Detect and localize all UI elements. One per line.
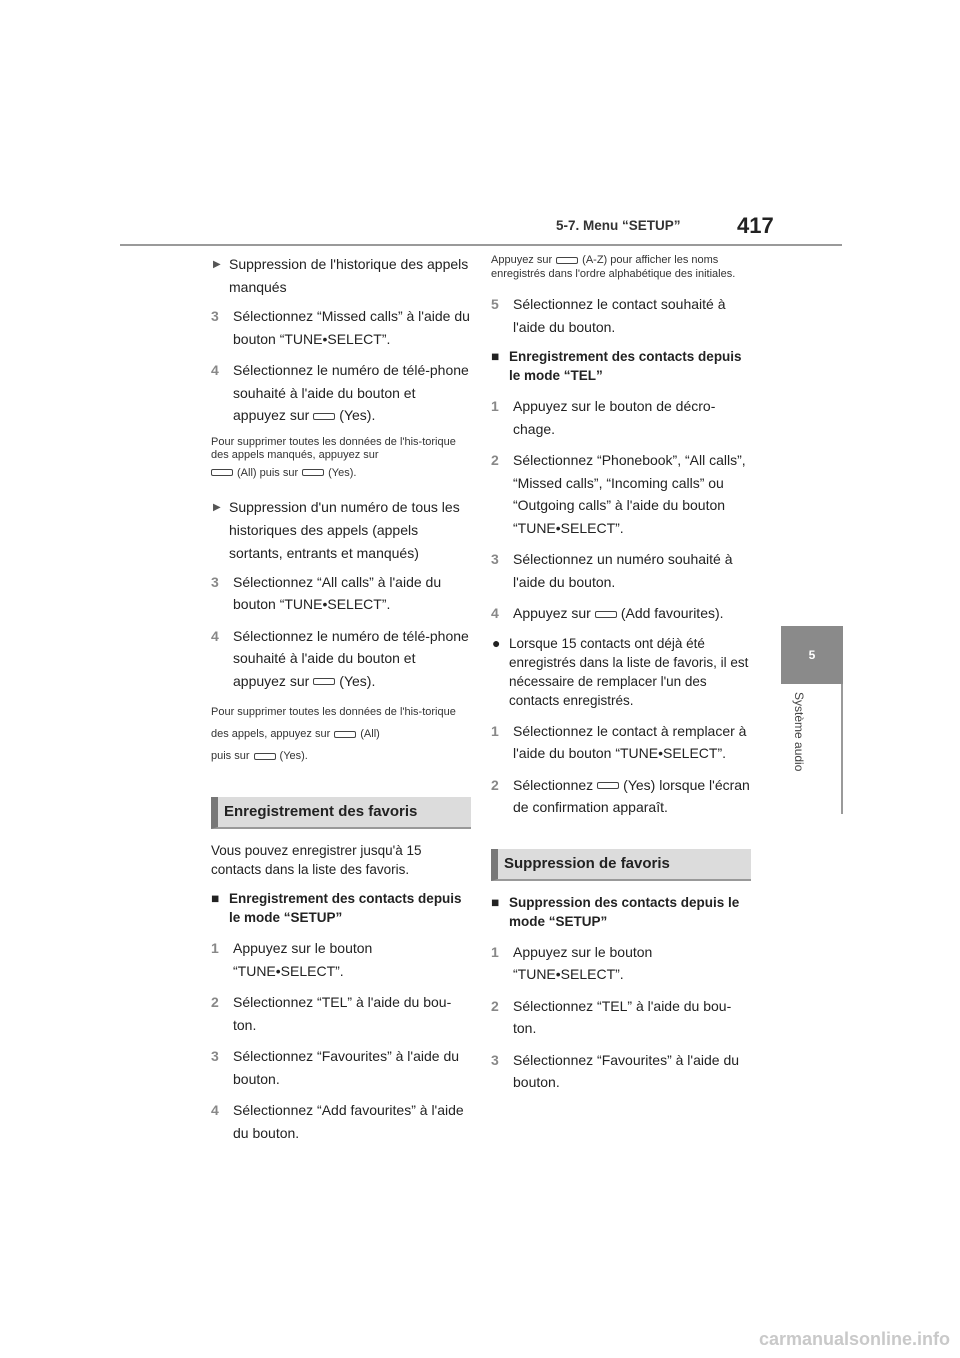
step: 3 Sélectionnez “Missed calls” à l'aide du bouton “TUNE•SELECT”. xyxy=(211,308,470,347)
screen-button-icon xyxy=(254,753,276,760)
note: Pour supprimer toutes les données de l'his-torique des appels, appuyez sur (All) puis sur (Yes). xyxy=(211,706,456,762)
section-heading: Enregistrement des favoris xyxy=(211,797,471,829)
chapter-tab: 5 xyxy=(781,626,843,684)
step: 2 Sélectionnez (Yes) lorsque l'écran de confirmation apparaît. xyxy=(491,776,750,815)
round-bullet-icon: ● xyxy=(492,634,501,651)
right-column xyxy=(491,253,751,1103)
triangle-bullet-icon: ▶ xyxy=(213,501,221,513)
step: 3 Sélectionnez “Favourites” à l'aide du bouton. xyxy=(211,1048,460,1087)
procedure-heading: ▶ Suppression de l'historique des appels manqués xyxy=(211,253,471,299)
screen-button-icon xyxy=(334,731,356,738)
subheading: ■ Enregistrement des contacts depuis le mode “TEL” xyxy=(491,349,742,383)
step: 4 Sélectionnez “Add favourites” à l'aide du bouton. xyxy=(211,1102,464,1141)
step: 1 Appuyez sur le bouton “TUNE•SELECT”. xyxy=(211,940,373,979)
step: 3 Sélectionnez un numéro souhaité à l'aide du bouton. xyxy=(491,551,733,590)
screen-button-icon xyxy=(211,469,233,476)
procedure-heading: ▶ Suppression d'un numéro de tous les historiques des appels (appels sortants, entrants et manqués) xyxy=(211,496,471,565)
header-rule xyxy=(120,244,842,246)
watermark: carmanualsonline.info xyxy=(758,1329,950,1349)
subheading: ■ Suppression des contacts depuis le mode “SETUP” xyxy=(491,894,740,929)
left-column xyxy=(211,253,471,1153)
screen-button-icon xyxy=(313,678,335,685)
section-heading: Suppression de favoris xyxy=(491,849,751,881)
screen-button-icon xyxy=(556,257,578,264)
chapter-label: Système audio xyxy=(792,692,806,772)
step: 2 Sélectionnez “TEL” à l'aide du bou-ton. xyxy=(211,994,452,1033)
info-bullet: ● Lorsque 15 contacts ont déjà été enregistrés dans la liste de favoris, il est nécessaire de remplacer l'un des contacts enregistrés. xyxy=(492,634,749,708)
step: 2 Sélectionnez “Phonebook”, “All calls”, “Missed calls”, “Incoming calls” ou “Outgoing calls” à l'aide du bouton “TUNE•SELECT”. xyxy=(491,452,746,536)
chapter-tab-rule xyxy=(841,684,843,814)
page-number: 417 xyxy=(737,213,774,238)
step: 4 Sélectionnez le numéro de télé-phone souhaité à l'aide du bouton et appuyez sur (Yes). xyxy=(211,627,469,689)
section-title: 5-7. Menu “SETUP” xyxy=(556,218,681,233)
step: 1 Sélectionnez le contact à remplacer à l'aide du bouton “TUNE•SELECT”. xyxy=(491,722,747,761)
step: 4 Sélectionnez le numéro de télé-phone souhaité à l'aide du bouton et appuyez sur (Yes). xyxy=(211,362,469,423)
step: 3 Sélectionnez “Favourites” à l'aide du bouton. xyxy=(491,1051,740,1090)
square-bullet-icon: ■ xyxy=(211,891,220,906)
step: 1 Appuyez sur le bouton de décro-chage. xyxy=(491,398,716,437)
step: 2 Sélectionnez “TEL” à l'aide du bou-ton. xyxy=(491,997,732,1036)
step: 3 Sélectionnez “All calls” à l'aide du bouton “TUNE•SELECT”. xyxy=(211,573,442,612)
screen-button-icon xyxy=(302,469,324,476)
note: Appuyez sur (A-Z) pour afficher les noms enregistrés dans l'ordre alphabétique des initiales. xyxy=(491,254,736,280)
square-bullet-icon: ■ xyxy=(491,349,500,364)
step: 1 Appuyez sur le bouton “TUNE•SELECT”. xyxy=(491,943,653,982)
screen-button-icon xyxy=(597,782,619,789)
paragraph: Vous pouvez enregistrer jusqu'à 15 contacts dans la liste des favoris. xyxy=(211,843,422,877)
triangle-bullet-icon: ▶ xyxy=(213,259,221,270)
square-bullet-icon: ■ xyxy=(491,894,500,910)
note: Pour supprimer toutes les données de l'his-torique des appels manqués, appuyez sur (All) puis sur (Yes). xyxy=(211,435,456,479)
step: 4 Appuyez sur (Add favourites). xyxy=(491,605,724,621)
screen-button-icon xyxy=(313,413,335,420)
step: 5 Sélectionnez le contact souhaité à l'aide du bouton. xyxy=(491,296,726,335)
screen-button-icon xyxy=(595,611,617,618)
subheading: ■ Enregistrement des contacts depuis le mode “SETUP” xyxy=(211,891,462,925)
